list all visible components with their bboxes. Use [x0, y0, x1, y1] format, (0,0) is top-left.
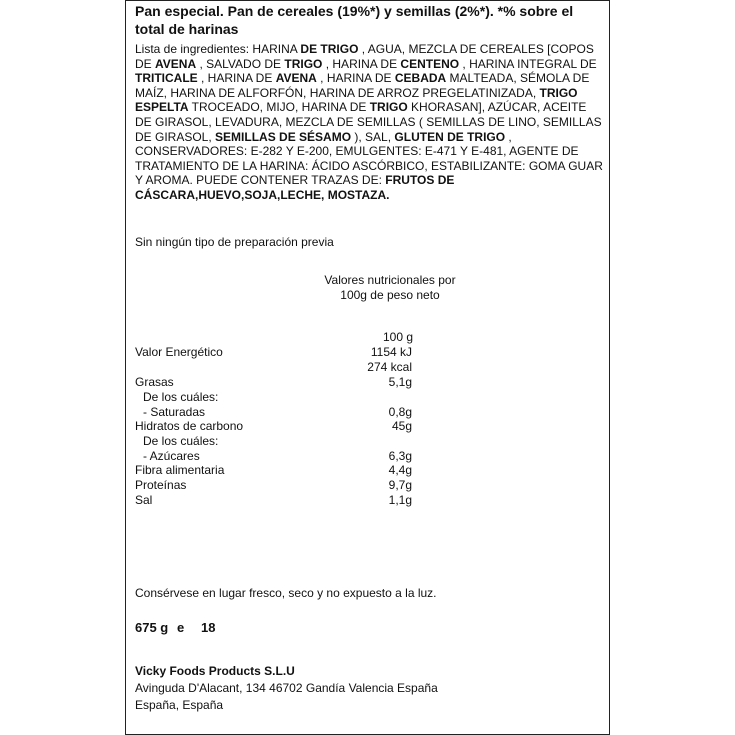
nutrition-row-value: 274 kcal	[367, 360, 412, 374]
nutrition-row-label: Proteínas	[135, 478, 187, 492]
company-name: Vicky Foods Products S.L.U	[135, 664, 295, 678]
ingredient-text: , AGUA, MEZCLA DE CEREALES [COPOS DE	[135, 42, 594, 71]
allergen-text: SEMILLAS DE SÉSAMO	[215, 129, 352, 144]
company-address: Avinguda D'Alacant, 134 46702 Gandía Valencia España	[135, 681, 438, 695]
ingredient-text: TROCEADO, MIJO, HARINA DE	[188, 100, 370, 115]
ingredient-text: , SALVADO DE	[196, 56, 285, 71]
nutrition-row-value: 9,7g	[388, 478, 412, 492]
ingredient-text: Lista de ingredientes: HARINA	[135, 42, 301, 56]
allergen-text: AVENA	[275, 71, 317, 86]
nutrition-row-label: - Saturadas	[143, 405, 206, 419]
nutrition-row-value: 0,8g	[388, 405, 412, 419]
ingredient-text: , CONSERVADORES: E-282 Y E-200, EMULGENTES: E-471 Y E-481, AGENTE DE TRATAMIENTO DE LA HARINA: ÁCIDO ASCÓRBICO, ESTABILIZANTE: GOMA GUAR Y AROMA. PUEDE CONTENER TRAZAS DE:	[135, 129, 603, 188]
net-weight: 675 g	[135, 620, 169, 635]
allergen-text: FRUTOS DE CÁSCARA,HUEVO,SOJA,LECHE, MOSTAZA.	[135, 173, 455, 202]
ingredient-text: , HARINA DE	[322, 56, 401, 71]
nutrition-column-header: 100 g	[383, 330, 414, 344]
storage-note: Consérvese en lugar fresco, seco y no expuesto a la luz.	[135, 586, 437, 600]
nutrition-row-value: 5,1g	[388, 375, 412, 389]
ingredient-text: ), SAL,	[351, 129, 395, 144]
allergen-text: CEBADA	[394, 71, 447, 86]
preparation-note: Sin ningún tipo de preparación previa	[135, 235, 334, 249]
ingredient-text: , HARINA DE	[316, 71, 395, 86]
allergen-text: GLUTEN DE TRIGO	[394, 129, 506, 144]
nutrition-row-value: 6,3g	[388, 449, 412, 463]
nutrition-row-label: Grasas	[135, 375, 174, 389]
allergen-text: DE TRIGO	[300, 42, 359, 56]
nutrition-header-line1: Valores nutricionales por	[324, 273, 456, 287]
nutrition-row-label: De los cuáles:	[143, 390, 219, 404]
nutrition-row-label: - Azúcares	[143, 449, 200, 463]
nutrition-row-label: Valor Energético	[135, 345, 223, 359]
nutrition-row-value: 45g	[391, 419, 412, 433]
ingredient-text: MALTEADA, SÉMOLA DE MAÍZ, HARINA DE ALFORFÓN, HARINA DE ARROZ PREGELATINIZADA,	[135, 71, 590, 100]
nutrition-row-value: 1154 kJ	[370, 345, 412, 359]
company-country: España, España	[135, 698, 224, 712]
nutrition-row-label: Hidratos de carbono	[135, 419, 244, 433]
allergen-text: TRITICALE	[135, 71, 198, 86]
nutrition-header-line2: 100g de peso neto	[340, 288, 440, 302]
ingredient-text: , HARINA INTEGRAL DE	[459, 56, 597, 71]
nutrition-row-label: Fibra alimentaria	[135, 463, 225, 477]
allergen-text: TRIGO	[284, 56, 323, 71]
allergen-text: AVENA	[155, 56, 197, 71]
nutrition-row-label: Sal	[135, 493, 153, 507]
product-title: Pan especial. Pan de cereales (19%*) y semillas (2%*). *% sobre el total de harinas	[135, 3, 574, 37]
top-border	[125, 0, 610, 1]
allergen-text: TRIGO	[369, 100, 408, 115]
nutrition-row-value: 1,1g	[388, 493, 412, 507]
estimated-weight-symbol: e	[177, 620, 185, 635]
units-count: 18	[201, 620, 216, 635]
allergen-text: CENTENO	[400, 56, 460, 71]
ingredients-list	[135, 42, 605, 203]
allergen-text: TRIGO ESPELTA	[135, 85, 578, 115]
nutrition-row-value: 4,4g	[388, 463, 412, 477]
ingredient-text: , HARINA DE	[197, 71, 276, 86]
ingredient-text: KHORASAN], AZÚCAR, ACEITE DE GIRASOL, LEVADURA, MEZCLA DE SEMILLAS ( SEMILLAS DE LINO, SEMILLAS DE GIRASOL,	[135, 100, 602, 144]
nutrition-row-label: De los cuáles:	[143, 434, 219, 448]
